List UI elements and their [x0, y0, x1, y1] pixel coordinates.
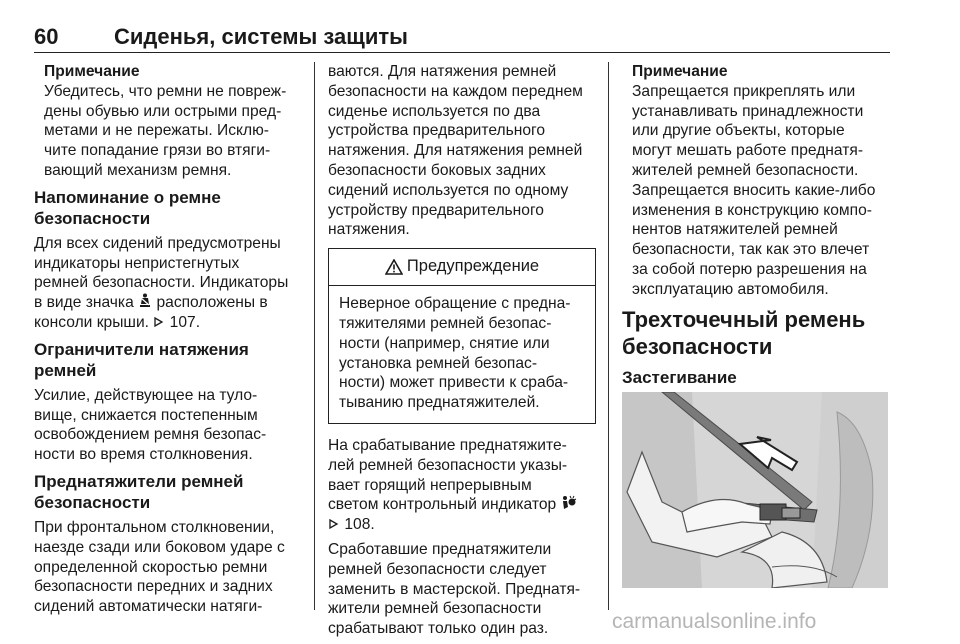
- warning-body: [329, 286, 595, 423]
- warning-line: тяжителями ремней безопас-: [339, 314, 552, 332]
- note-line: нентов натяжителей ремней: [632, 221, 838, 239]
- warning-line: тыванию преднатяжителей.: [339, 394, 540, 412]
- note-line: жителей ремней безопасности.: [632, 161, 859, 179]
- airbag-indicator-icon: [561, 495, 577, 511]
- page-reference-icon[interactable]: [153, 316, 165, 328]
- text-line: сидений автоматически натяги-: [34, 598, 263, 616]
- paragraph-trigger-indicator: [328, 436, 596, 535]
- text-line: срабатывают только один раз.: [328, 620, 549, 638]
- seatbelt-fastening-illustration: [622, 392, 888, 588]
- note-line: вающий механизм ремня.: [44, 161, 232, 179]
- text-line: На срабатывание преднатяжите-: [328, 436, 567, 454]
- text-line: ремней безопасности. Индикаторы: [34, 274, 289, 292]
- column-divider-1: [314, 62, 315, 610]
- text-line-with-ref: [34, 313, 306, 333]
- text-fragment: расположены в: [156, 294, 268, 312]
- text-line: При фронтальном столкновении,: [34, 518, 275, 536]
- heading-line: безопасности: [622, 333, 773, 359]
- note-line: изменения в конструкцию компо-: [632, 201, 872, 219]
- text-line: Для всех сидений предусмотрены: [34, 234, 281, 252]
- paragraph-limiters: [34, 386, 306, 465]
- note-line: за собой потерю разрешения на: [632, 260, 867, 278]
- heading-line: Ограничители натяжения: [34, 339, 249, 359]
- warning-line: ности (например, снятие или: [339, 334, 550, 352]
- warning-line: ности) может привести к сраба-: [339, 374, 569, 392]
- note-line: или другие объекты, которые: [632, 122, 845, 140]
- text-line: наезде сзади или боковом ударе с: [34, 538, 285, 556]
- paragraph-pretensioners-cont: [328, 62, 596, 240]
- text-line: сидений используется по одному: [328, 181, 569, 199]
- text-line: освобождением ремня безопас-: [34, 426, 267, 444]
- heading-line: безопасности: [34, 492, 151, 512]
- note-line: устанавливать принадлежности: [632, 102, 864, 120]
- illustration-svg: [622, 392, 888, 588]
- text-fragment: светом контрольный индикатор: [328, 496, 557, 514]
- note-title: Примечание: [632, 63, 728, 80]
- note-line: Запрещается вносить какие-либо: [632, 181, 876, 199]
- text-line: натяжения. Для натяжения ремней: [328, 142, 583, 160]
- note-title: Примечание: [44, 63, 140, 80]
- text-line: лей ремней безопасности указы-: [328, 456, 568, 474]
- note-line: эксплуатацию автомобиля.: [632, 280, 829, 298]
- text-line-with-icon: [328, 495, 596, 515]
- heading-line: Преднатяжители ремней: [34, 471, 244, 491]
- page-number: 60: [34, 24, 59, 49]
- text-line-with-ref: [328, 515, 596, 535]
- seatbelt-indicator-icon: [138, 293, 152, 309]
- text-line: устройства предварительного: [328, 122, 546, 140]
- page-reference-icon[interactable]: [328, 518, 340, 530]
- warning-header: [329, 249, 595, 286]
- page-reference-link[interactable]: 107.: [169, 313, 201, 331]
- heading-line: Напоминание о ремне: [34, 187, 221, 207]
- warning-line: установка ремней безопас-: [339, 354, 538, 372]
- text-line: безопасности передних и задних: [34, 578, 273, 596]
- note-line: чите попадание грязи во втяги-: [44, 142, 271, 160]
- text-line: вает горящий непрерывным: [328, 476, 532, 494]
- text-line: устройству предварительного: [328, 201, 544, 219]
- note-seatbelt-care: [34, 62, 306, 181]
- column-1: [34, 62, 306, 622]
- note-line: могут мешать работе преднатя-: [632, 142, 864, 160]
- text-line: безопасности боковых задних: [328, 161, 546, 179]
- text-line: заменить в мастерской. Преднатя-: [328, 580, 581, 598]
- column-divider-2: [608, 62, 609, 610]
- page-reference-link[interactable]: 108.: [344, 516, 375, 534]
- page-title: Сиденья, системы защиты: [114, 24, 408, 49]
- paragraph-reminder: [34, 234, 306, 333]
- text-fragment: в виде значка: [34, 294, 134, 312]
- note-line: дены обувью или острыми пред-: [44, 102, 282, 120]
- heading-line: безопасности: [34, 208, 151, 228]
- column-3: [622, 62, 892, 387]
- warning-triangle-icon: [385, 259, 403, 275]
- heading-line: ремней: [34, 360, 97, 380]
- warning-title: Предупреждение: [406, 257, 540, 276]
- text-fragment: консоли крыши.: [34, 313, 149, 331]
- watermark: carmanualsonline.info: [612, 610, 817, 633]
- text-line: индикаторы непристегнутых: [34, 254, 240, 272]
- heading-three-point-belt: [622, 306, 892, 360]
- page-header: [34, 24, 890, 54]
- note-line: Убедитесь, что ремни не повреж-: [44, 82, 287, 100]
- text-line: жители ремней безопасности: [328, 600, 542, 618]
- text-line: определенной скоростью ремни: [34, 558, 268, 576]
- paragraph-replace: [328, 540, 596, 639]
- column-2: [328, 62, 596, 644]
- text-line: ремней безопасности следует: [328, 560, 547, 578]
- heading-belt-force-limiters: [34, 339, 306, 381]
- text-line: ности во время столкновения.: [34, 446, 253, 464]
- warning-line: Неверное обращение с предна-: [339, 295, 571, 313]
- heading-line: Трехточечный ремень: [622, 306, 866, 332]
- text-line: вище, снижается постепенным: [34, 406, 258, 424]
- paragraph-pretensioners: [34, 518, 306, 617]
- heading-fastening: Застегивание: [622, 367, 737, 387]
- warning-box: [328, 248, 596, 424]
- note-line: метами и не пережаты. Исклю-: [44, 122, 269, 140]
- text-line: ваются. Для натяжения ремней: [328, 63, 557, 80]
- text-line: Сработавшие преднатяжители: [328, 540, 552, 558]
- text-line-with-icon: [34, 293, 306, 313]
- heading-seatbelt-reminder: [34, 187, 306, 229]
- text-line: натяжения.: [328, 221, 410, 239]
- note-line: безопасности, так как это влечет: [632, 241, 870, 259]
- heading-belt-pretensioners: [34, 471, 306, 513]
- text-line: безопасности на каждом переднем: [328, 82, 583, 100]
- note-accessories: [622, 62, 892, 300]
- text-line: Усилие, действующее на туло-: [34, 386, 258, 404]
- note-line: Запрещается прикреплять или: [632, 82, 856, 100]
- header-rule: [34, 52, 890, 53]
- text-line: сиденье используется по два: [328, 102, 541, 120]
